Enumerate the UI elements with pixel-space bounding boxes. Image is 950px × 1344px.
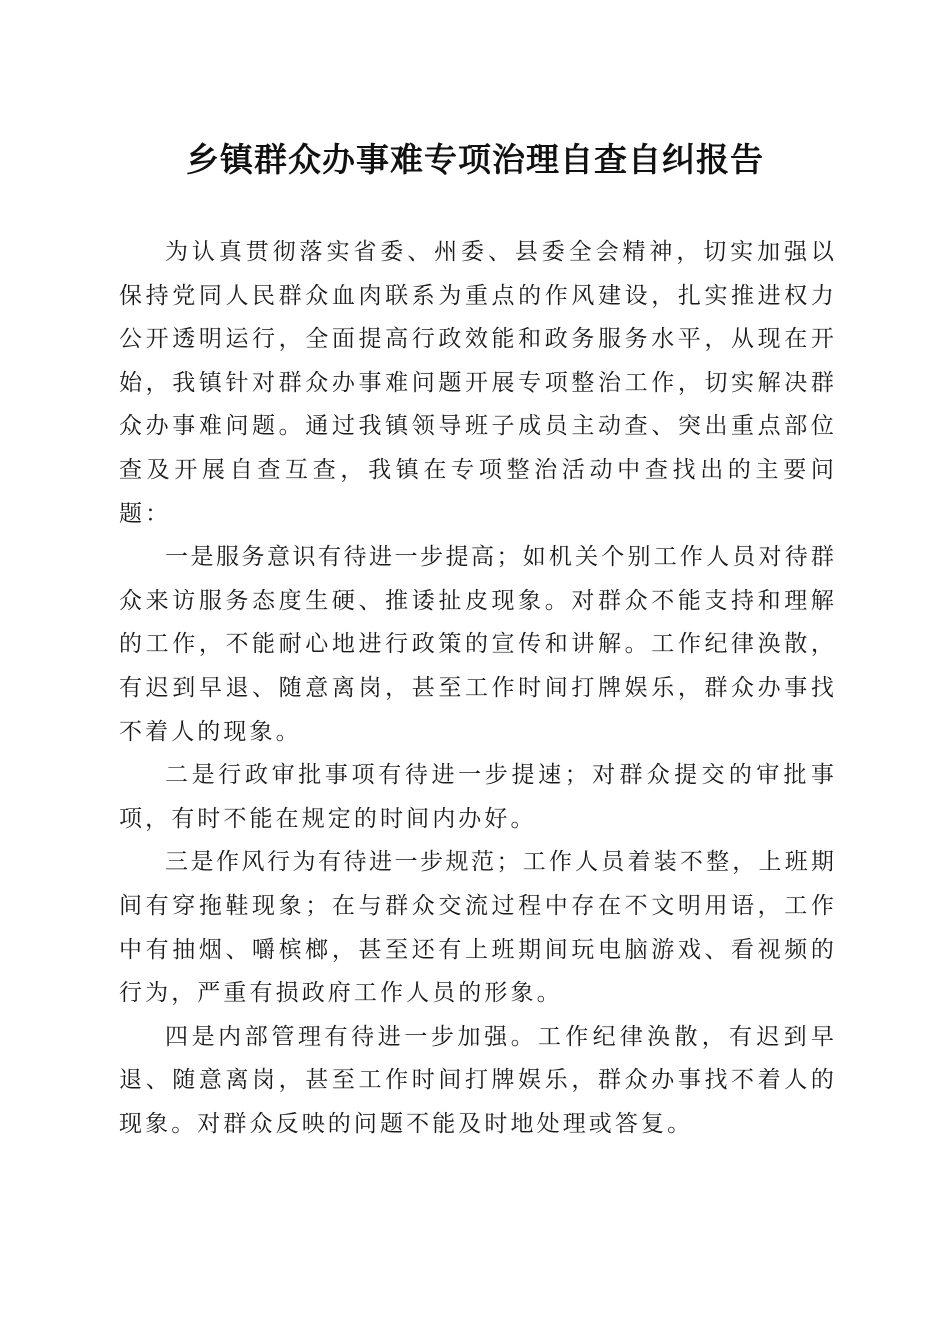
section-lead: 四是内部管理有待进一步加强 (165, 1023, 511, 1050)
section-paragraph-1 (119, 536, 837, 754)
section-text: ；对群众提交的审批事项，有时不能在规定的时间内办好。 (119, 762, 837, 832)
section-lead: 一是服务意识有待进一步提高 (165, 544, 497, 571)
section-paragraph-3 (119, 841, 837, 1015)
section-paragraph-2 (119, 754, 837, 841)
section-text: ；如机关个别工作人员对待群众来访服务态度生硬、推诿扯皮现象。对群众不能支持和理解的工作，不能耐心地进行政策的宣传和讲解。工作纪律涣散，有迟到早退、随意离岗，甚至工作时间打牌娱乐，群众办事找不着人的现象。 (119, 544, 837, 745)
section-text: ；工作人员着装不整，上班期间有穿拖鞋现象；在与群众交流过程中存在不文明用语，工作中有抽烟、嚼槟榔，甚至还有上班期间玩电脑游戏、看视频的行为，严重有损政府工作人员的形象。 (119, 849, 837, 1007)
section-lead: 三是作风行为有待进一步规范 (165, 849, 497, 876)
document-title: 乡镇群众办事难专项治理自查自纠报告 (186, 140, 764, 179)
section-text: 。工作纪律涣散，有迟到早退、随意离岗，甚至工作时间打牌娱乐，群众办事找不着人的现象。对群众反映的问题不能及时地处理或答复。 (119, 1023, 838, 1137)
section-paragraph-4 (119, 1016, 837, 1147)
document-body (119, 231, 837, 1146)
section-lead: 二是行政审批事项有待进一步提速 (165, 762, 565, 789)
intro-paragraph: 为认真贯彻落实省委、州委、县委全会精神，切实加强以保持党同人民群众血肉联系为重点的作风建设，扎实推进权力公开透明运行，全面提高行政效能和政务服务水平，从现在开始，我镇针对群众办事难问题开展专项整治工作，切实解决群众办事难问题。通过我镇领导班子成员主动查、突出重点部位查及开展自查互查，我镇在专项整治活动中查找出的主要问题： (119, 239, 837, 527)
